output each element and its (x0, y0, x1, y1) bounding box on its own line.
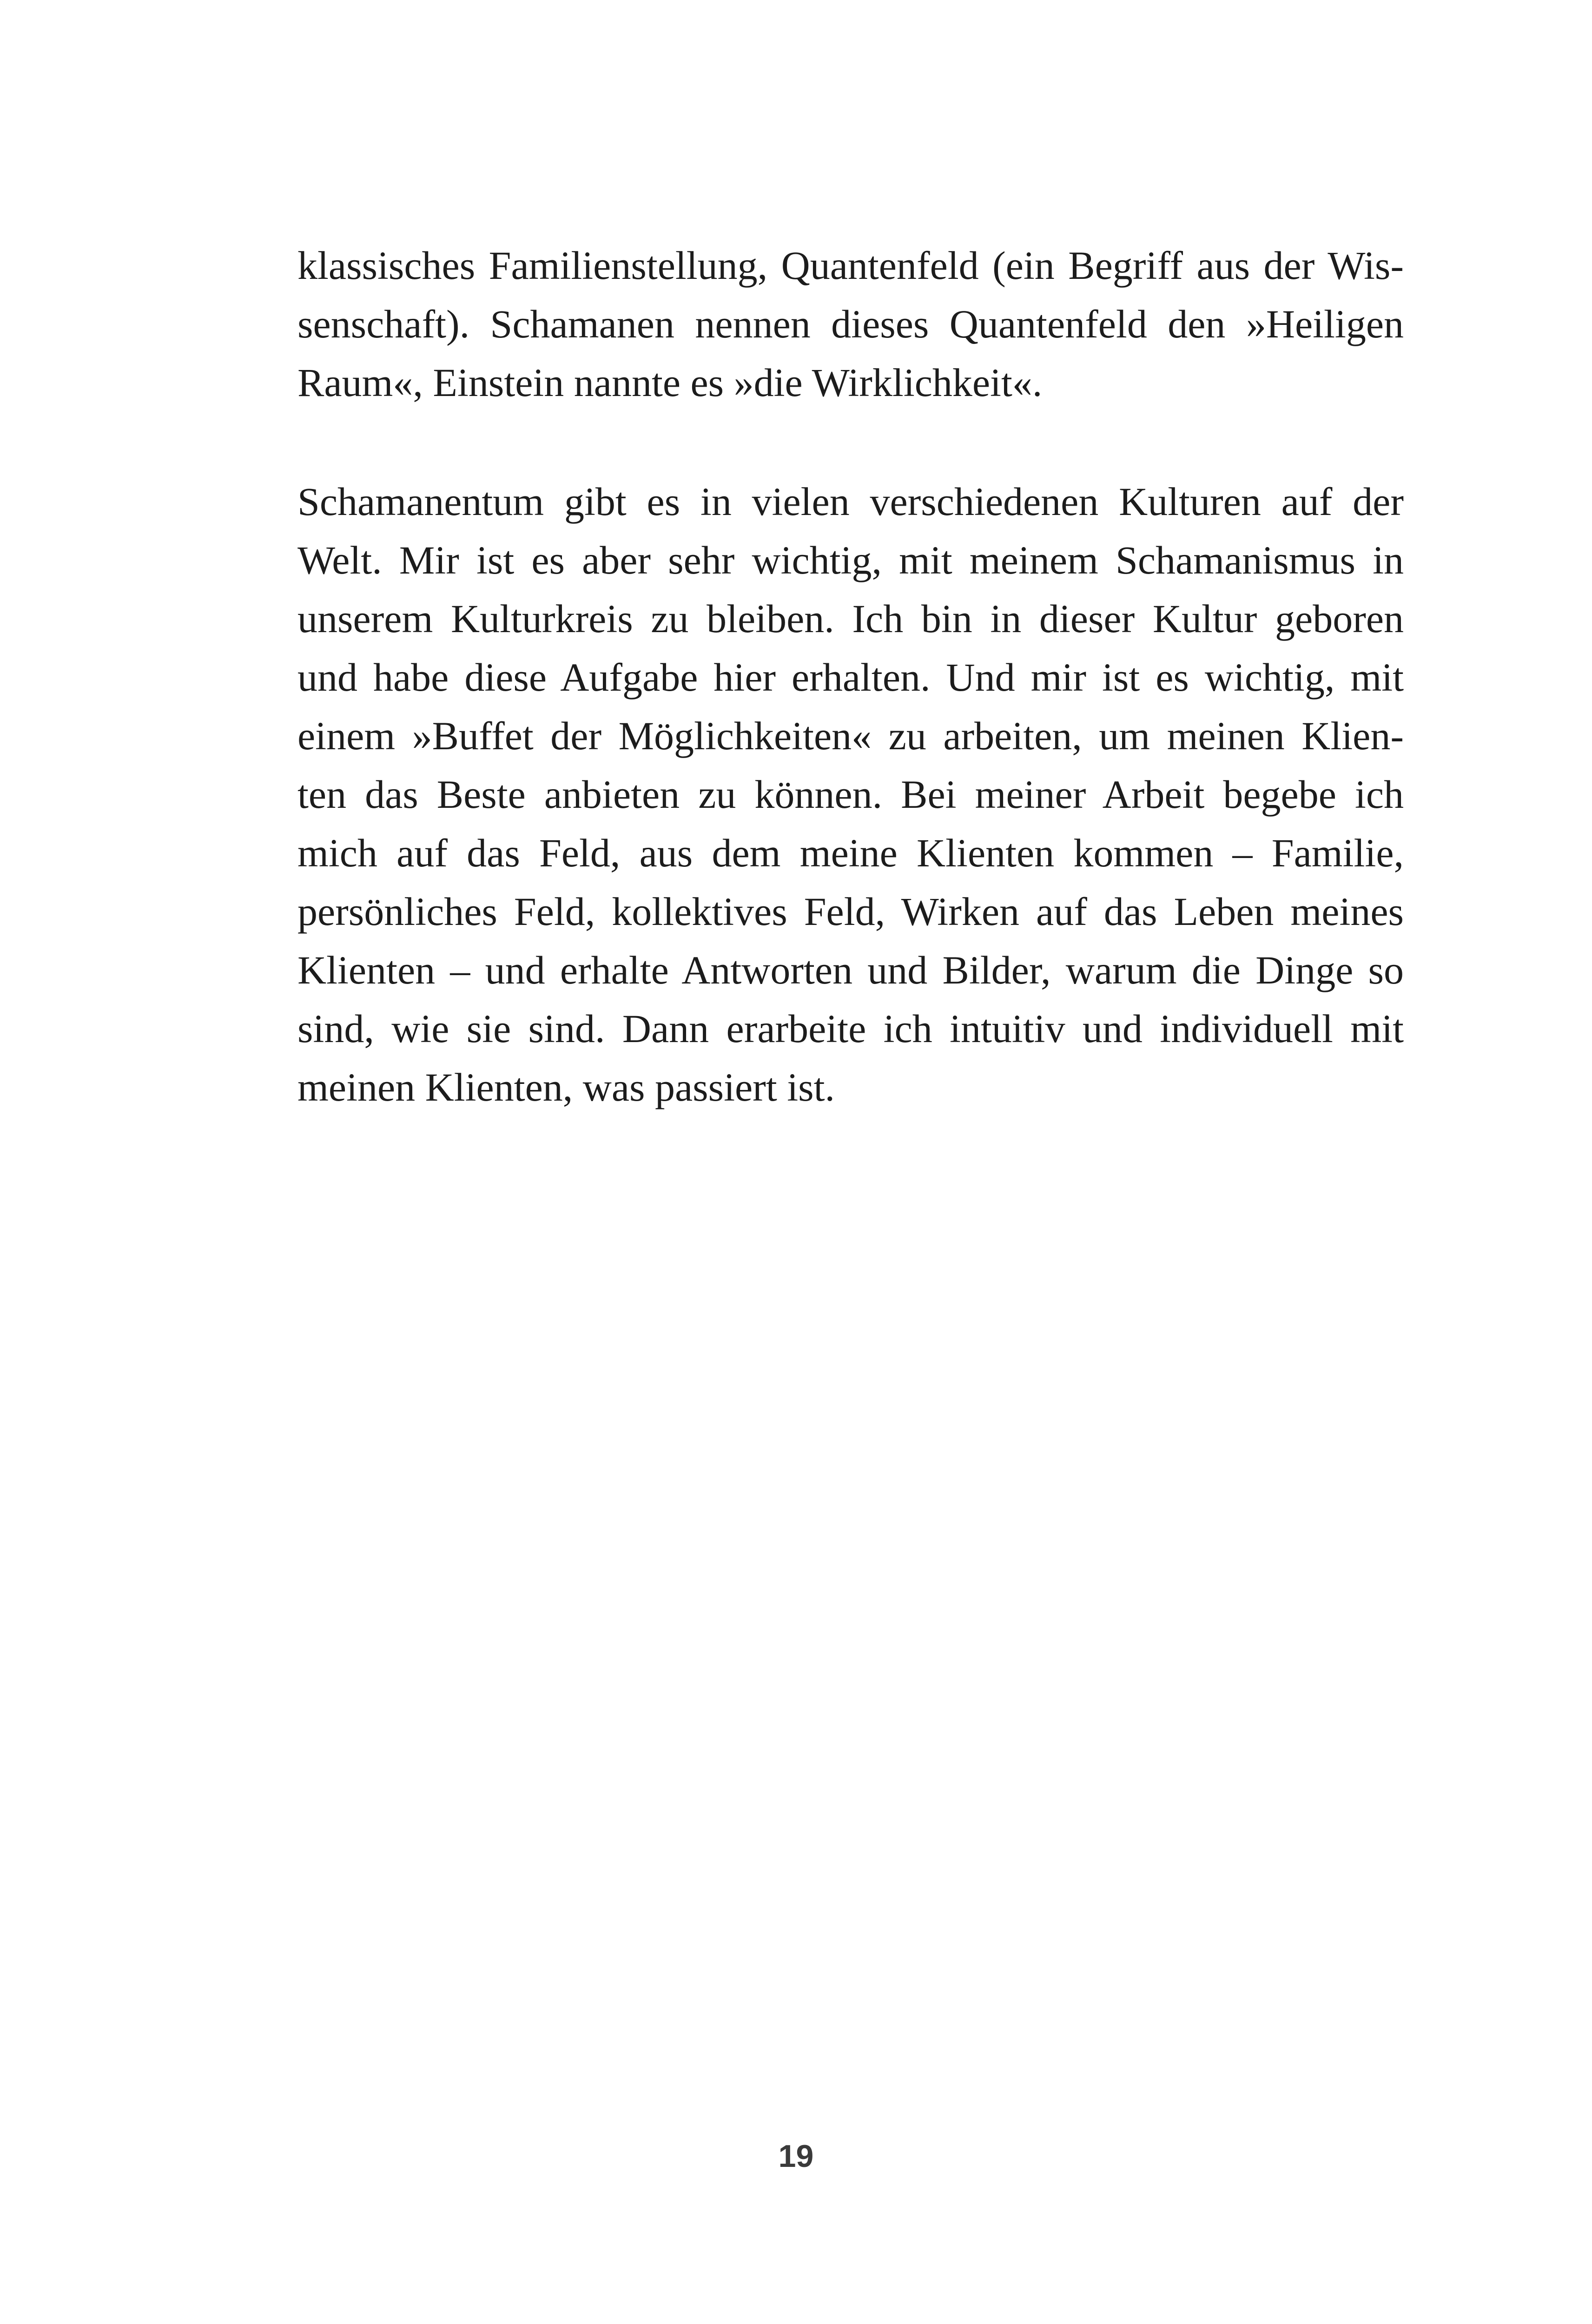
text-line: einem »Buffet der Möglichkeiten« zu arbeiten, um meinen Klien- (297, 713, 1404, 758)
text-line: Raum«, Einstein nannte es »die Wirklichkeit«. (297, 360, 1043, 405)
text-line: senschaft). Schamanen nennen dieses Quantenfeld den »Heiligen (297, 302, 1404, 346)
text-line: persönliches Feld, kollektives Feld, Wirken auf das Leben meines (297, 889, 1404, 934)
text-line: unserem Kulturkreis zu bleiben. Ich bin in dieser Kultur geboren (297, 596, 1404, 641)
text-line: sind, wie sie sind. Dann erarbeite ich intuitiv und individuell mit (297, 1006, 1404, 1051)
text-line: klassisches Familienstellung, Quantenfeld (ein Begriff aus der Wis- (297, 243, 1404, 288)
text-line: Welt. Mir ist es aber sehr wichtig, mit meinem Schamanismus in (297, 538, 1404, 582)
page-number: 19 (778, 2139, 814, 2174)
paragraph-1 (297, 236, 1404, 412)
text-line: meinen Klienten, was passiert ist. (297, 1065, 835, 1109)
paragraph-2 (297, 472, 1404, 1116)
text-line: Klienten – und erhalte Antworten und Bilder, warum die Dinge so (297, 948, 1404, 992)
text-line: und habe diese Aufgabe hier erhalten. Und mir ist es wichtig, mit (297, 655, 1404, 700)
text-line: ten das Beste anbieten zu können. Bei meiner Arbeit begebe ich (297, 772, 1404, 817)
text-line: Schamanentum gibt es in vielen verschiedenen Kulturen auf der (297, 479, 1404, 524)
text-line: mich auf das Feld, aus dem meine Klienten kommen – Familie, (297, 831, 1404, 875)
